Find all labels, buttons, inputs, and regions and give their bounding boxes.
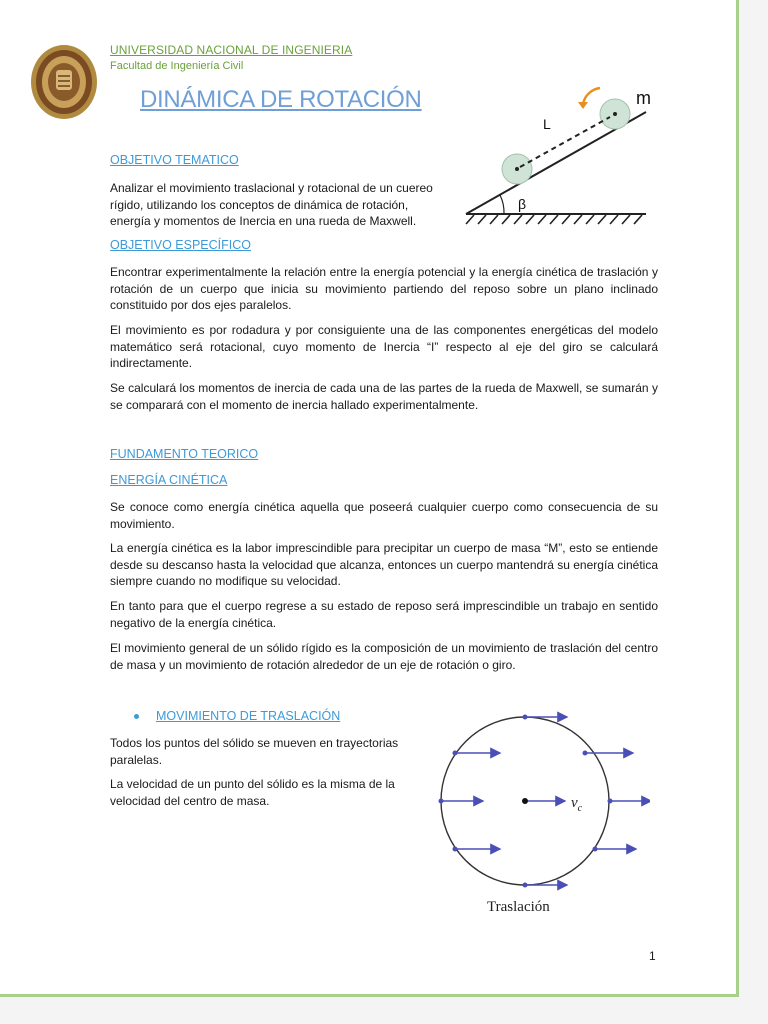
velocity-label: $v_c$ bbox=[571, 795, 583, 814]
bullet-dot bbox=[134, 714, 139, 719]
paragraph-energia-cinetica-4: El movimiento general de un sólido rígido es la composición de un movimiento de traslación del centro de masa y un movimiento de rotación alrededor de un eje de rotación o giro. bbox=[110, 641, 658, 672]
paragraph-energia-cinetica-2: La energía cinética es la labor imprescindible para precipitar un cuerpo de masa “M”, esto se entiende desde su descanso hasta la velocidad que alcanza, entonces un cuerpo mantendrá su energía cinética siempre cuando no modifique su velocidad. bbox=[110, 541, 658, 588]
paragraph-objetivo-tematico: Analizar el movimiento traslacional y rotacional de un cuereo rígido, utilizando los conceptos de dinámica de rotación, energía y momentos de Inercia en una rueda de Maxwell. bbox=[110, 181, 433, 228]
paragraph-traslacion-1: Todos los puntos del sólido se mueven en trayectorias paralelas. bbox=[110, 736, 399, 767]
university-name: UNIVERSIDAD NACIONAL DE INGENIERIA bbox=[110, 43, 353, 57]
angle-label: β bbox=[518, 196, 527, 212]
faculty-name: Facultad de Ingeniería Civil bbox=[110, 60, 244, 72]
university-seal-logo bbox=[30, 44, 98, 120]
heading-energia-cinetica: ENERGÍA CINÉTICA bbox=[110, 473, 228, 487]
paragraph-energia-cinetica-1: Se conoce como energía cinética aquella que poseerá cualquier cuerpo como consecuencia de su movimiento. bbox=[110, 500, 658, 531]
mass-label: m bbox=[636, 88, 651, 108]
incline-diagram bbox=[460, 82, 660, 232]
translation-caption: Traslación bbox=[487, 899, 550, 915]
length-label: L bbox=[543, 116, 551, 132]
heading-objetivo-tematico: OBJETIVO TEMATICO bbox=[110, 153, 239, 167]
paragraph-objetivo-especifico-3: Se calculará los momentos de inercia de cada una de las partes de la rueda de Maxwell, se sumarán y se comparará con el momento de inercia hallado experimentalmente. bbox=[110, 381, 658, 412]
page-border-right bbox=[736, 0, 739, 997]
document-title: DINÁMICA DE ROTACIÓN bbox=[140, 86, 422, 113]
paragraph-traslacion-2: La velocidad de un punto del sólido es la misma de la velocidad del centro de masa. bbox=[110, 777, 395, 808]
heading-movimiento-traslacion: MOVIMIENTO DE TRASLACIÓN bbox=[156, 709, 341, 723]
heading-fundamento-teorico: FUNDAMENTO TEORICO bbox=[110, 447, 259, 461]
paragraph-objetivo-especifico-2: El movimiento es por rodadura y por consiguiente una de las componentes energéticas del modelo matemático será rotacional, cuyo momento de Inercia “I” respecto al eje del giro se calculará indirectamente. bbox=[110, 323, 658, 370]
page-border-bottom bbox=[0, 994, 739, 997]
translation-diagram bbox=[425, 705, 650, 920]
paragraph-objetivo-especifico-1: Encontrar experimentalmente la relación entre la energía potencial y la energía cinética de traslación y rotación de un cuerpo que inicia su movimiento partiendo del reposo sobre un plano inclinado constituido por dos ejes paralelos. bbox=[110, 265, 658, 312]
page-number: 1 bbox=[649, 949, 656, 963]
paragraph-energia-cinetica-3: En tanto para que el cuerpo regrese a su estado de reposo será imprescindible un trabajo en sentido negativo de la energía cinética. bbox=[110, 599, 658, 630]
heading-objetivo-especifico: OBJETIVO ESPECÍFICO bbox=[110, 238, 251, 252]
